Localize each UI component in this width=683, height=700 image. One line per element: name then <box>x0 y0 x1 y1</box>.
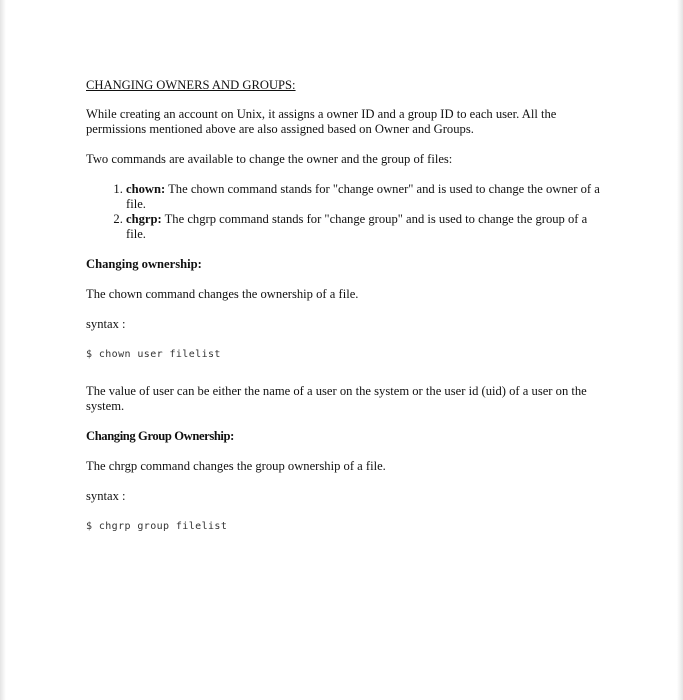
document-body <box>86 78 606 556</box>
code-snippet: $ chgrp group filelist <box>86 521 228 532</box>
page-edge-left <box>0 0 6 700</box>
commands-intro: Two commands are available to change the owner and the group of files: <box>86 152 453 166</box>
ownership-note: The value of user can be either the name of a user on the system or the user id (uid) of a user on the system. <box>86 384 587 413</box>
list-term: chown: <box>126 182 166 196</box>
list-text: The chown command stands for "change owner" and is used to change the owner of a file. <box>126 182 600 211</box>
syntax-label: syntax : <box>86 489 126 503</box>
command-list <box>86 182 606 242</box>
group-ownership-desc: The chrgp command changes the group ownership of a file. <box>86 459 386 473</box>
ownership-heading: Changing ownership: <box>86 257 202 271</box>
list-item <box>126 182 606 212</box>
page-edge-right <box>677 0 683 700</box>
syntax-label: syntax : <box>86 317 126 331</box>
group-ownership-heading: Changing Group Ownership: <box>86 429 234 443</box>
intro-paragraph: While creating an account on Unix, it assigns a owner ID and a group ID to each user. All the permissions mentioned above are also assigned based on Owner and Groups. <box>86 107 557 136</box>
list-text: The chgrp command stands for "change group" and is used to change the group of a file. <box>126 212 588 241</box>
section-heading: CHANGING OWNERS AND GROUPS: <box>86 78 296 92</box>
code-snippet: $ chown user filelist <box>86 349 221 360</box>
list-item <box>126 212 606 242</box>
list-term: chgrp: <box>126 212 162 226</box>
ownership-desc: The chown command changes the ownership of a file. <box>86 287 359 301</box>
